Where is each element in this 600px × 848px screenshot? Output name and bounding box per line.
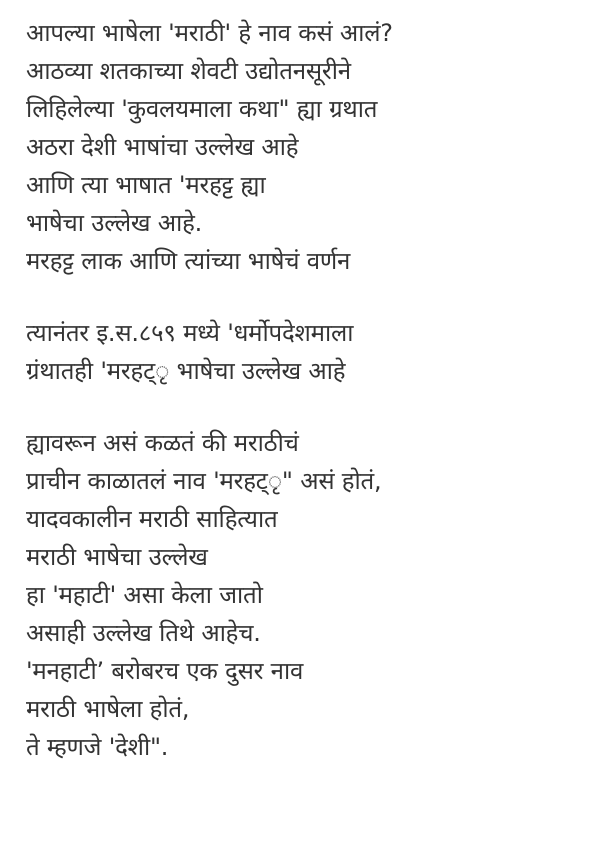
text-line: मराठी भाषेला होतं, xyxy=(26,695,190,723)
text-line: त्यानंतर इ.स.८५९ मध्ये 'धर्मोपदेशमाला xyxy=(26,319,354,347)
text-line: प्राचीन काळातलं नाव 'मरहट्ृ" असं होतं, xyxy=(26,467,382,495)
text-line: मरहट्ट लाक आणि त्यांच्या भाषेचं वर्णन xyxy=(26,247,351,275)
stanza-conclusion xyxy=(26,424,600,766)
text-line: मराठी भाषेचा उल्लेख xyxy=(26,543,208,571)
text-line: 'मनहाटी’ बरोबरच एक दुसर नाव xyxy=(26,657,304,685)
text-line: ते म्हणजे 'देशी". xyxy=(26,733,169,761)
stanza-origin xyxy=(26,14,600,280)
text-line: भाषेचा उल्लेख आहे. xyxy=(26,209,203,237)
stanza-dharmopadesh xyxy=(26,314,600,390)
text-line: आठव्या शतकाच्या शेवटी उद्योतनसूरीने xyxy=(26,57,351,85)
text-line: अठरा देशी भाषांचा उल्लेख आहे xyxy=(26,133,299,161)
text-line: हा 'महाटी' असा केला जातो xyxy=(26,581,263,609)
text-line: लिहिलेल्या 'कुवलयमाला कथा" ह्या ग्रथात xyxy=(26,95,378,123)
text-line: ग्रंथातही 'मरहट्ृ भाषेचा उल्लेख आहे xyxy=(26,357,346,385)
text-line: आणि त्या भाषात 'मरहट्ट ह्या xyxy=(26,171,266,199)
text-line: आपल्या भाषेला 'मराठी' हे नाव कसं आलं? xyxy=(26,19,393,47)
text-line: यादवकालीन मराठी साहित्यात xyxy=(26,505,278,533)
text-line: ह्यावरून असं कळतं की मराठीचं xyxy=(26,429,299,457)
text-line: असाही उल्लेख तिथे आहेच. xyxy=(26,619,261,647)
